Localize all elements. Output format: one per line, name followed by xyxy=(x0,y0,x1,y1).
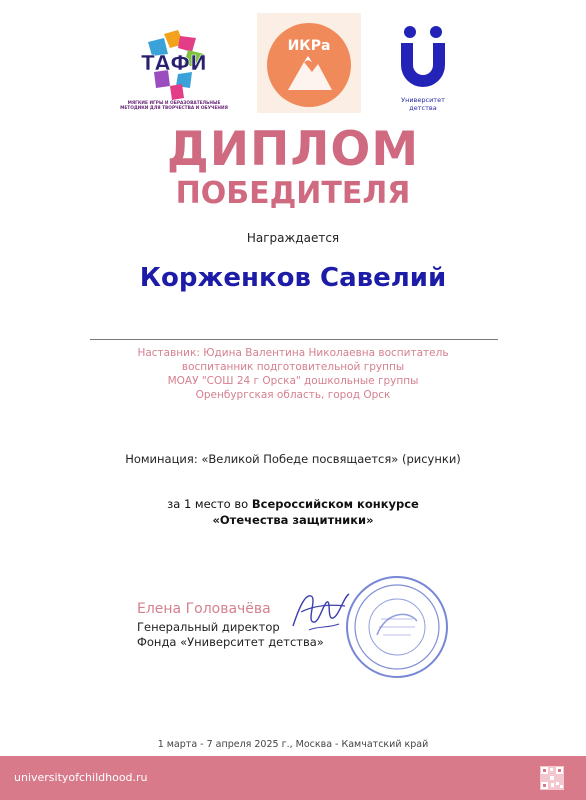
ikra-logo-icon xyxy=(264,20,354,110)
qr-code-icon xyxy=(540,766,564,790)
mentor-line-3: МОАУ "СОШ 24 г Орска" дошкольные группы xyxy=(167,375,419,387)
place-block xyxy=(0,496,586,528)
contest-name-line2: «Отечества защитники» xyxy=(212,513,374,527)
mentor-line-2: воспитанник подготовительной группы xyxy=(181,361,405,373)
dates-place: 1 марта - 7 апреля 2025 г., Москва - Камчатский край xyxy=(157,739,429,750)
university-of-childhood-logo-icon xyxy=(398,25,448,89)
place-line-1 xyxy=(0,496,586,512)
footer-url-link[interactable]: universityofchildhood.ru xyxy=(14,771,148,784)
ud-caption-line2: детства xyxy=(409,104,437,112)
signatory-role-line1: Генеральный директор xyxy=(137,620,280,634)
diploma-title: ДИПЛОМ xyxy=(166,122,420,177)
svg-text:ИКРа: ИКРа xyxy=(287,38,331,54)
diploma-subtitle: ПОБЕДИТЕЛЯ xyxy=(175,176,411,211)
mentor-line-1: Наставник: Юдина Валентина Николаевна воспитатель xyxy=(137,347,449,359)
ud-caption xyxy=(390,96,456,112)
mentor-line-4: Оренбургская область, город Орск xyxy=(195,389,391,401)
stamp-icon xyxy=(343,573,451,681)
mentor-block xyxy=(0,346,586,402)
nomination: Номинация: «Великой Победе посвящается» (рисунки) xyxy=(125,452,461,466)
winner-name: Корженков Савелий xyxy=(139,263,447,293)
ud-caption-line1: Университет xyxy=(401,96,445,104)
divider xyxy=(90,339,498,340)
footer-bar xyxy=(0,756,586,800)
svg-text:ТАФИ: ТАФИ xyxy=(141,51,207,75)
signatory-role-line2: Фонда «Университет детства» xyxy=(137,635,324,649)
tafi-caption: МЯГКИЕ ИГРЫ И ОБРАЗОВАТЕЛЬНЫЕ МЕТОДИКИ ДЛЯ ТВОРЧЕСТВА И ОБУЧЕНИЯ xyxy=(120,101,228,111)
place-line-2 xyxy=(0,512,586,528)
signatory-name: Елена Головачёва xyxy=(137,601,271,617)
awarded-label: Награждается xyxy=(246,231,340,245)
contest-name-line1: Всероссийском конкурсе xyxy=(251,497,419,511)
place-prefix: за 1 место во xyxy=(167,497,252,511)
